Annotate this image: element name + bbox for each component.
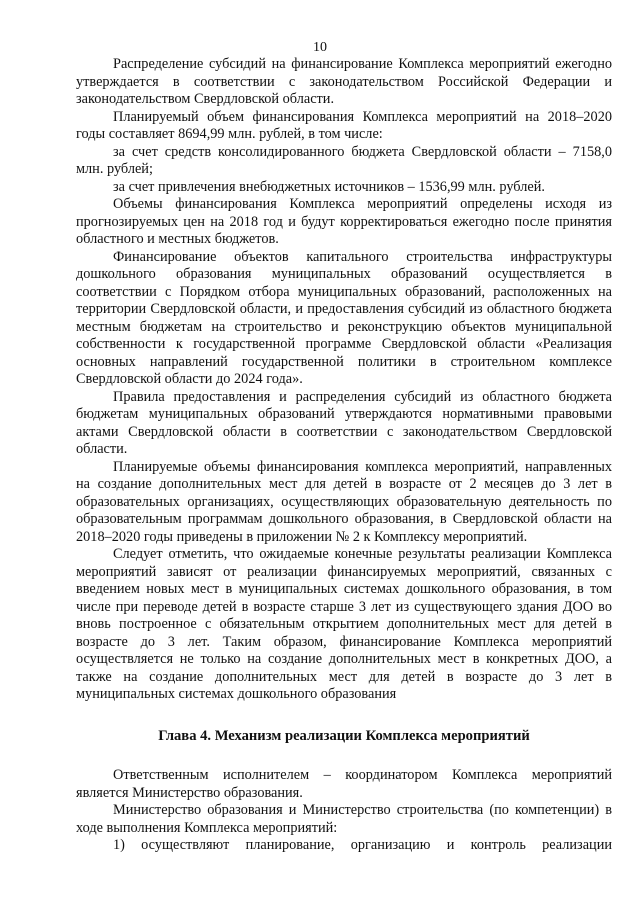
paragraph-item-1: 1) осуществляют планирование, организацию и контроль реализации <box>113 837 612 853</box>
paragraph-off-budget-sources: за счет привлечения внебюджетных источников – 1536,99 млн. рублей. <box>113 178 545 195</box>
paragraph-expected-results: Следует отметить, что ожидаемые конечные результаты реализации Комплекса мероприятий зависят от реализации финансируемых мероприятий, связанных с введением новых мест в муниципальных системах дошкольного образования, в том числе при переводе детей в возрасте старше 3 лет из существующего здания ДОО во вновь построенное с обязательным открытием дополнительных мест для детей в возрасте до 3 лет. Таким образом, финансирование Комплекса мероприятий осуществляется не только на создание дополнительных мест в конкретных ДОО, а также на создание дополнительных мест для детей в возрасте до 3 лет в муниципальных системах дошкольного образования <box>76 546 612 702</box>
document-body <box>76 56 612 855</box>
paragraph-financing-volumes: Объемы финансирования Комплекса мероприятий определены исходя из прогнозируемых цен на 2018 год и будут корректироваться ежегодно после принятия областного и местных бюджетов. <box>76 196 612 247</box>
paragraph-subsidy-rules: Правила предоставления и распределения субсидий из областного бюджета бюджетам муниципальных образований утверждаются нормативными правовыми актами Свердловской области в соответствии с законодательством Свердловской области. <box>76 388 612 457</box>
paragraph-ministries: Министерство образования и Министерство строительства (по компетенции) в ходе выполнения Комплекса мероприятий: <box>76 802 612 836</box>
paragraph-consolidated-budget: за счет средств консолидированного бюджета Свердловской области – 7158,0 млн. рублей; <box>76 143 612 177</box>
paragraph-subsidy-distribution: Распределение субсидий на финансирование Комплекса мероприятий ежегодно утверждается в соответствии с законодательством Российской Федерации и законодательством Свердловской области. <box>76 56 612 107</box>
paragraph-planned-volume: Планируемый объем финансирования Комплекса мероприятий на 2018–2020 годы составляет 8694,99 млн. рублей, в том числе: <box>76 108 612 142</box>
chapter-title: Глава 4. Механизм реализации Комплекса мероприятий <box>158 727 530 744</box>
paragraph-capital-construction: Финансирование объектов капитального строительства инфраструктуры дошкольного образования муниципальных образований осуществляется в соответствии с Порядком отбора муниципальных образований, расположенных на территории Свердловской области, и предоставления субсидий из областного бюджета местным бюджетам на строительство и реконструкцию объектов муниципальной собственности к государственной программе Свердловской области «Реализация основных направлений государственной политики в строительном комплексе Свердловской области до 2024 года». <box>76 248 612 387</box>
page-number: 10 <box>313 40 327 55</box>
paragraph-responsible-executor: Ответственным исполнителем – координатором Комплекса мероприятий является Министерство образования. <box>76 767 612 801</box>
paragraph-planned-financing-places: Планируемые объемы финансирования комплекса мероприятий, направленных на создание дополнительных мест для детей в возрасте от 2 месяцев до 3 лет в образовательных организациях, осуществляющих образовательную деятельность по образовательным программам дошкольного образования, в Свердловской области на 2018–2020 годы приведены в приложении № 2 к Комплексу мероприятий. <box>76 458 612 545</box>
